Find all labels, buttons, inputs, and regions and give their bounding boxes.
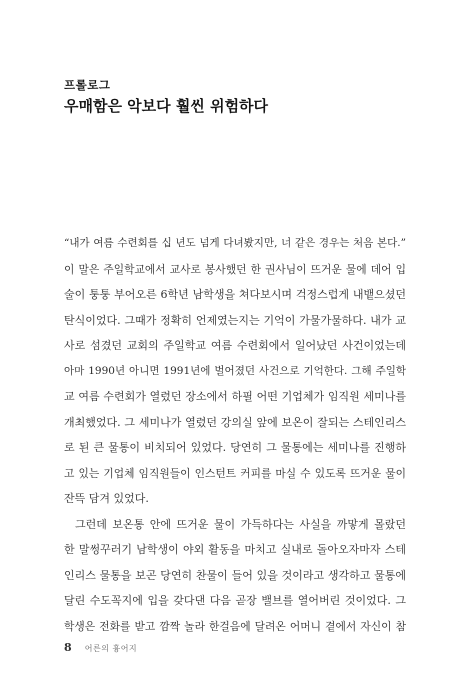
body-text — [64, 236, 406, 644]
paragraph-line: 학생은 전화를 받고 깜짝 놀라 한걸음에 달려온 어머니 곁에서 자신이 참 — [64, 619, 406, 633]
paragraph-line: 개최했었다. 그 세미나가 열렸던 강의실 앞에 보온이 잘되는 스테인리스 — [64, 415, 406, 429]
running-title: 어른의 흉어지 — [84, 644, 138, 653]
paragraph-line: 잔뜩 담겨 있었다. — [64, 492, 149, 505]
paragraph-line: 탄식이었다. 그때가 정확히 언제였는지는 기억이 가물가물하다. 내가 교 — [64, 313, 406, 327]
paragraph-line: 이 말은 주일학교에서 교사로 봉사했던 한 권사님이 뜨거운 물에 데어 입 — [64, 262, 406, 276]
page-number: 8 — [64, 641, 72, 654]
page-footer — [64, 636, 137, 655]
paragraph-line: 한 말썽꾸러기 남학생이 야외 활동을 마치고 실내로 돌아오자마자 스테 — [64, 543, 406, 556]
paragraph-line: 교 여름 수련회가 열렸던 장소에서 하필 어떤 기업체가 임직원 세미나를 — [64, 390, 406, 403]
paragraph-line: “내가 여름 수련회를 십 년도 넘게 다녀봤지만, 너 같은 경우는 처음 본다.” — [64, 237, 406, 249]
paragraph-line: 그런데 보온통 안에 뜨거운 물이 가득하다는 사실을 까맣게 몰랐던 — [75, 517, 406, 531]
paragraph-line: 로 된 큰 물통이 비치되어 있었다. 당연히 그 물통에는 세미나를 진행하 — [64, 441, 406, 454]
paragraph-line: 고 있는 기업체 임직원들이 인스턴트 커피를 마실 수 있도록 뜨거운 물이 — [64, 466, 406, 480]
paragraph-line: 인리스 물통을 보곤 당연히 찬물이 들어 있을 것이라고 생각하고 물통에 — [64, 568, 406, 582]
chapter-label: 프롤로그 — [64, 78, 111, 92]
chapter-title: 우매함은 악보다 훨씬 위험하다 — [64, 97, 269, 115]
paragraph-line: 술이 퉁퉁 부어오른 6학년 남학생을 쳐다보시며 걱정스럽게 내뱉으셨던 — [64, 288, 406, 301]
paragraph-line: 사로 섬겼던 교회의 주일학교 여름 수련회에서 일어났던 사건이었는데 — [64, 339, 406, 352]
paragraph-line: 달린 수도꼭지에 입을 갖다댄 다음 곧장 밸브를 열어버린 것이었다. 그 — [64, 594, 406, 607]
paragraph-line: 아마 1990년 아니면 1991년에 벌어졌던 사건으로 기억한다. 그해 주일학 — [64, 364, 406, 377]
